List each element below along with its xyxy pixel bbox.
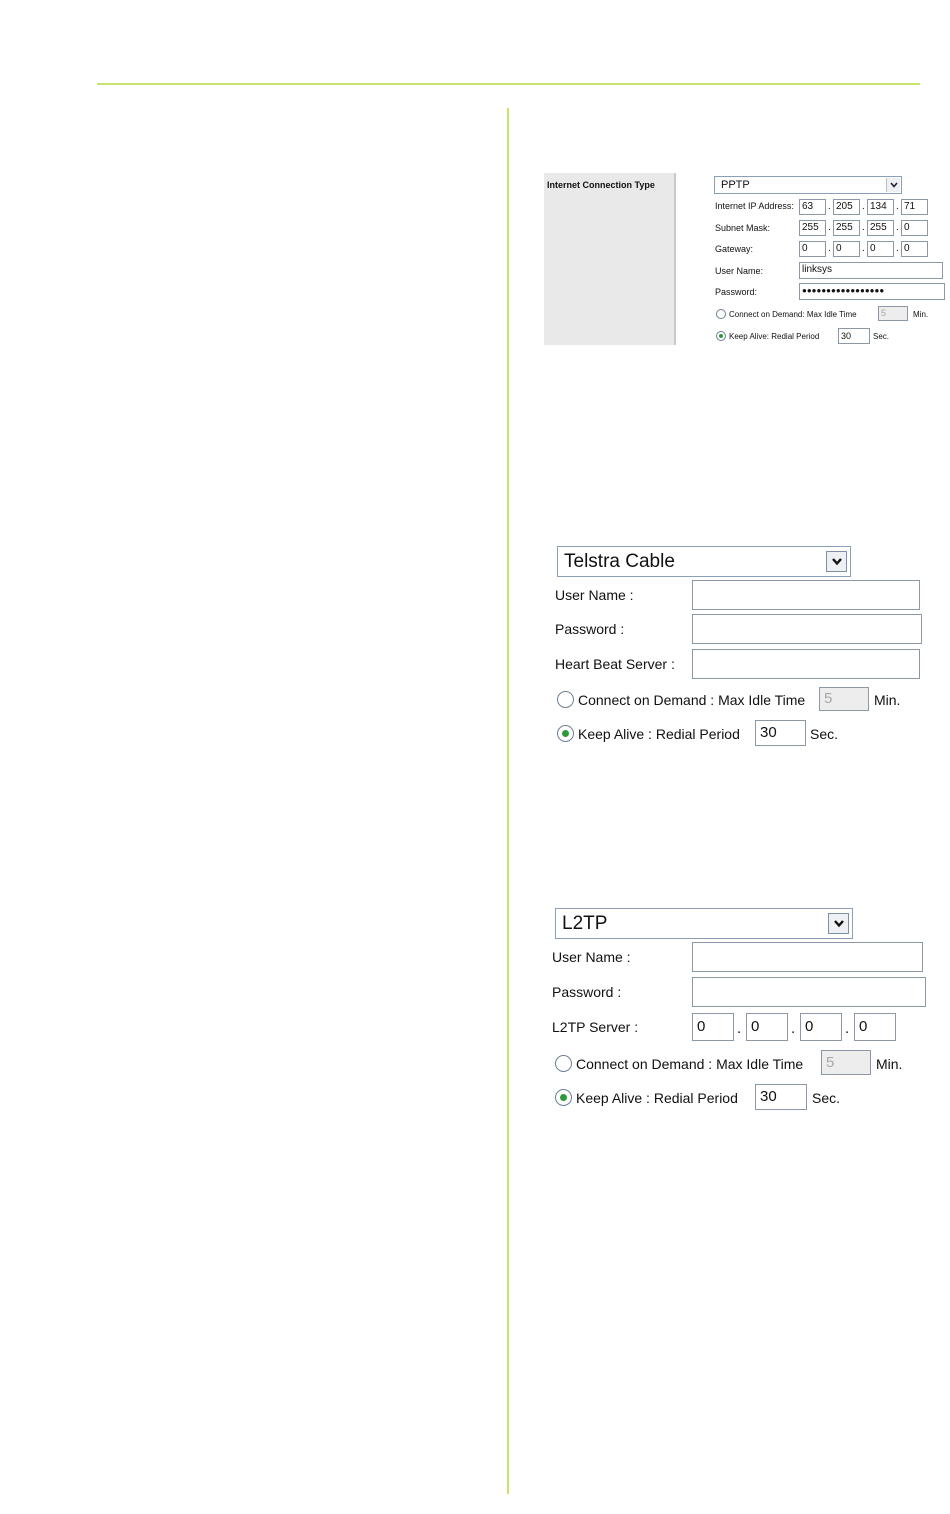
max-idle-time-input[interactable]: 5 xyxy=(821,1050,871,1075)
subnet-mask-label: Subnet Mask: xyxy=(715,223,771,233)
gateway-octet-1[interactable]: 0 xyxy=(799,241,826,257)
mask-octet-1[interactable]: 255 xyxy=(799,220,826,236)
connect-on-demand-label: Connect on Demand: Max Idle Time xyxy=(729,310,857,319)
mask-octet-3[interactable]: 255 xyxy=(867,220,894,236)
max-idle-time-input[interactable]: 5 xyxy=(819,687,869,711)
octet-separator: . xyxy=(896,222,899,233)
max-idle-time-input[interactable]: 5 xyxy=(878,306,908,321)
chevron-down-icon[interactable] xyxy=(826,551,847,572)
keep-alive-label: Keep Alive : Redial Period xyxy=(576,1090,738,1106)
chevron-down-icon[interactable] xyxy=(828,913,849,934)
connection-type-select[interactable] xyxy=(555,908,853,939)
redial-period-input[interactable]: 30 xyxy=(838,328,870,344)
octet-separator: . xyxy=(828,222,831,233)
l2tp-server-octet-1[interactable]: 0 xyxy=(692,1013,734,1041)
gateway-octet-3[interactable]: 0 xyxy=(867,241,894,257)
password-label: Password : xyxy=(555,621,625,637)
password-label: Password: xyxy=(715,287,758,297)
password-input[interactable]: ●●●●●●●●●●●●●●●●● xyxy=(799,283,945,300)
sec-unit-label: Sec. xyxy=(810,726,839,742)
l2tp-server-octet-4[interactable]: 0 xyxy=(854,1013,896,1041)
heart-beat-server-input[interactable] xyxy=(692,649,920,679)
password-label: Password : xyxy=(552,984,622,1000)
gateway-octet-2[interactable]: 0 xyxy=(833,241,860,257)
keep-alive-radio[interactable] xyxy=(716,331,726,341)
min-unit-label: Min. xyxy=(913,310,929,319)
user-name-input[interactable] xyxy=(692,942,923,972)
keep-alive-label: Keep Alive : Redial Period xyxy=(578,726,740,742)
ip-octet-2[interactable]: 205 xyxy=(833,199,860,215)
connection-type-select[interactable] xyxy=(557,546,851,577)
connection-type-value: Telstra Cable xyxy=(564,550,675,572)
sidebar-label: Internet Connection Type xyxy=(547,180,655,190)
connect-on-demand-radio[interactable] xyxy=(555,1055,572,1072)
connection-type-value: PPTP xyxy=(721,179,750,191)
min-unit-label: Min. xyxy=(874,692,901,708)
user-name-label: User Name: xyxy=(715,266,764,276)
octet-separator: . xyxy=(828,243,831,254)
octet-separator: . xyxy=(862,243,865,254)
password-input[interactable] xyxy=(692,614,922,644)
octet-separator: . xyxy=(737,1020,742,1037)
connection-type-value: L2TP xyxy=(562,912,608,934)
octet-separator: . xyxy=(791,1020,796,1037)
sec-unit-label: Sec. xyxy=(812,1090,841,1106)
user-name-label: User Name : xyxy=(552,949,631,965)
header-rule xyxy=(97,83,920,85)
min-unit-label: Min. xyxy=(876,1056,903,1072)
gateway-octet-4[interactable]: 0 xyxy=(901,241,928,257)
redial-period-input[interactable]: 30 xyxy=(755,1084,807,1110)
connect-on-demand-label: Connect on Demand : Max Idle Time xyxy=(576,1056,804,1072)
octet-separator: . xyxy=(896,243,899,254)
heart-beat-server-label: Heart Beat Server : xyxy=(555,656,675,672)
octet-separator: . xyxy=(862,201,865,212)
redial-period-input[interactable]: 30 xyxy=(755,720,806,746)
ip-octet-4[interactable]: 71 xyxy=(901,199,928,215)
user-name-label: User Name : xyxy=(555,587,634,603)
l2tp-server-octet-3[interactable]: 0 xyxy=(800,1013,842,1041)
column-divider xyxy=(507,108,509,1494)
ip-address-label: Internet IP Address: xyxy=(715,201,794,211)
chevron-down-icon[interactable] xyxy=(886,178,900,192)
connect-on-demand-label: Connect on Demand : Max Idle Time xyxy=(578,692,806,708)
octet-separator: . xyxy=(828,201,831,212)
l2tp-server-label: L2TP Server : xyxy=(552,1019,639,1035)
pptp-sidebar xyxy=(544,173,676,345)
ip-octet-1[interactable]: 63 xyxy=(799,199,826,215)
keep-alive-radio[interactable] xyxy=(555,1089,572,1106)
ip-octet-3[interactable]: 134 xyxy=(867,199,894,215)
user-name-input[interactable] xyxy=(692,580,920,610)
connect-on-demand-radio[interactable] xyxy=(557,691,574,708)
octet-separator: . xyxy=(862,222,865,233)
mask-octet-4[interactable]: 0 xyxy=(901,220,928,236)
connection-type-select[interactable] xyxy=(714,176,902,194)
keep-alive-label: Keep Alive: Redial Period xyxy=(729,332,820,341)
gateway-label: Gateway: xyxy=(715,244,754,254)
password-input[interactable] xyxy=(692,977,926,1007)
user-name-input[interactable]: linksys xyxy=(799,262,943,279)
octet-separator: . xyxy=(845,1020,850,1037)
connect-on-demand-radio[interactable] xyxy=(716,309,726,319)
octet-separator: . xyxy=(896,201,899,212)
mask-octet-2[interactable]: 255 xyxy=(833,220,860,236)
keep-alive-radio[interactable] xyxy=(557,725,574,742)
l2tp-server-octet-2[interactable]: 0 xyxy=(746,1013,788,1041)
sec-unit-label: Sec. xyxy=(873,332,890,341)
